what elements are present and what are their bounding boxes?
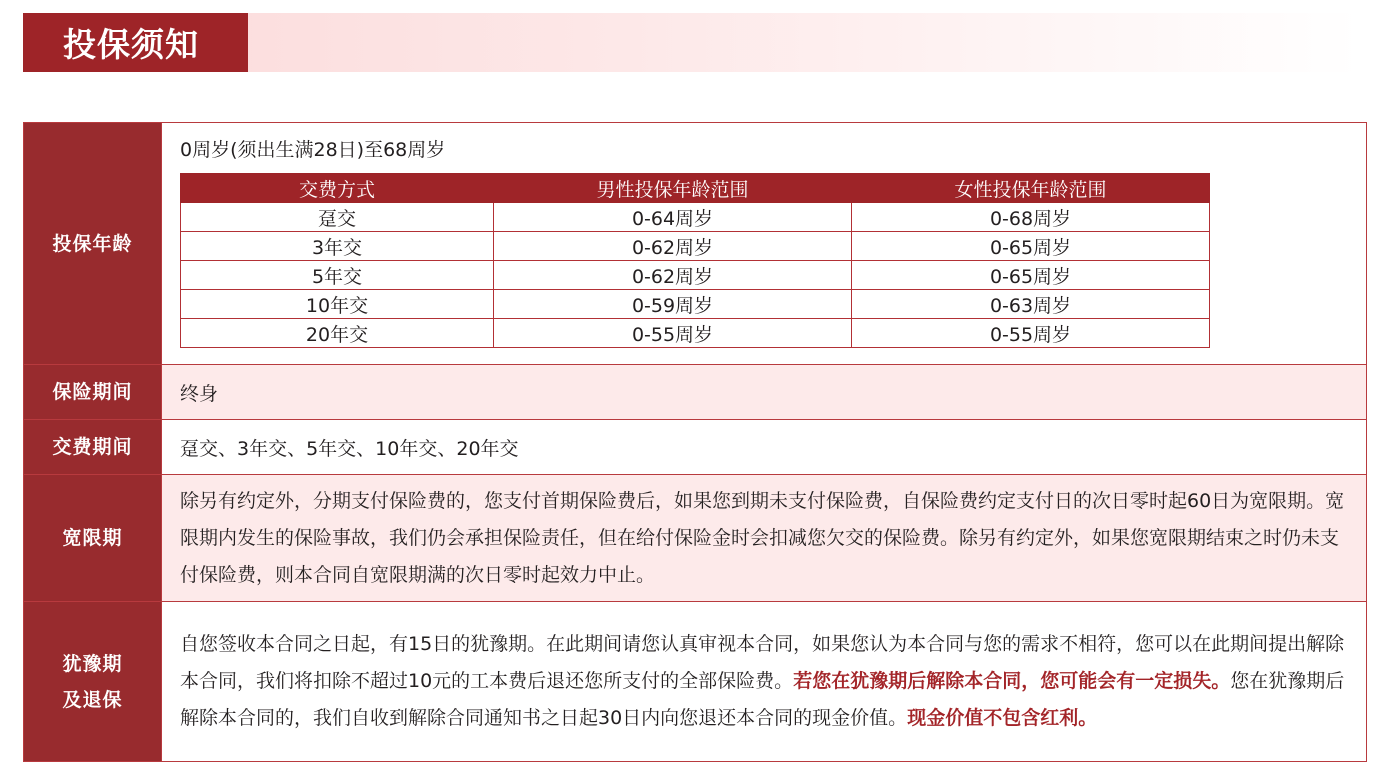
section-title: 投保须知 (23, 13, 248, 72)
grace-text: 除另有约定外，分期支付保险费的，您支付首期保险费后，如果您到期未支付保险费，自保险费约定支付日的次日零时起60日为宽限期。宽限期内发生的保险事故，我们仍会承担保险责任，但在给付保险金时会扣减您欠交的保险费。除另有约定外，如果您宽限期结束之时仍未支付保险费，则本合同自宽限期满的次日零时起效力中止。 (180, 489, 1345, 586)
table-cell: 3年交 (181, 232, 494, 261)
payment-row (24, 420, 1367, 475)
table-cell: 0-59周岁 (494, 290, 852, 319)
table-cell: 0-65周岁 (852, 232, 1210, 261)
header-male-range: 男性投保年龄范围 (494, 174, 852, 203)
cooling-row (24, 602, 1367, 762)
payment-label: 交费期间 (24, 420, 162, 475)
table-row (181, 232, 1210, 261)
table-row (181, 261, 1210, 290)
age-content (162, 123, 1367, 365)
cooling-label-line2: 及退保 (62, 688, 123, 711)
table-cell: 0-62周岁 (494, 232, 852, 261)
table-cell: 0-62周岁 (494, 261, 852, 290)
table-row (181, 290, 1210, 319)
policy-info-table (23, 122, 1367, 762)
age-range-text: 0周岁(须出生满28日)至68周岁 (180, 139, 446, 161)
header-payment-method: 交费方式 (181, 174, 494, 203)
table-row (181, 203, 1210, 232)
table-row (181, 319, 1210, 348)
age-range-table (180, 173, 1210, 348)
table-cell: 0-55周岁 (852, 319, 1210, 348)
table-cell: 0-55周岁 (494, 319, 852, 348)
cooling-text-part2: 您在犹豫期后解除本合同的，我们自收到解除合同通知书之日起30日内向您退还本合同的现金价值。 (180, 670, 1345, 729)
grace-label: 宽限期 (24, 475, 162, 602)
cooling-text (180, 626, 1348, 737)
table-cell: 0-68周岁 (852, 203, 1210, 232)
table-cell: 5年交 (181, 261, 494, 290)
cooling-content (162, 602, 1367, 762)
table-cell: 0-64周岁 (494, 203, 852, 232)
cooling-label-line1: 犹豫期 (62, 652, 123, 675)
cooling-text-part1: 自您签收本合同之日起，有15日的犹豫期。在此期间请您认真审视本合同，如果您认为本合同与您的需求不相符，您可以在此期间提出解除本合同，我们将扣除不超过10元的工本费后退还您所支付的全部保险费。 (180, 633, 1345, 692)
cooling-label (24, 602, 162, 762)
age-label: 投保年龄 (24, 123, 162, 365)
grace-content (162, 475, 1367, 602)
age-table-header (181, 174, 1210, 203)
cooling-highlight-2: 现金价值不包含红利。 (907, 707, 1098, 729)
grace-row (24, 475, 1367, 602)
table-cell: 趸交 (181, 203, 494, 232)
period-label: 保险期间 (24, 365, 162, 420)
age-row (24, 123, 1367, 365)
payment-value: 趸交、3年交、5年交、10年交、20年交 (162, 420, 1367, 475)
table-cell: 0-65周岁 (852, 261, 1210, 290)
period-row (24, 365, 1367, 420)
table-cell: 20年交 (181, 319, 494, 348)
period-value: 终身 (162, 365, 1367, 420)
header-female-range: 女性投保年龄范围 (852, 174, 1210, 203)
table-cell: 10年交 (181, 290, 494, 319)
cooling-highlight-1: 若您在犹豫期后解除本合同，您可能会有一定损失。 (793, 670, 1231, 692)
table-cell: 0-63周岁 (852, 290, 1210, 319)
